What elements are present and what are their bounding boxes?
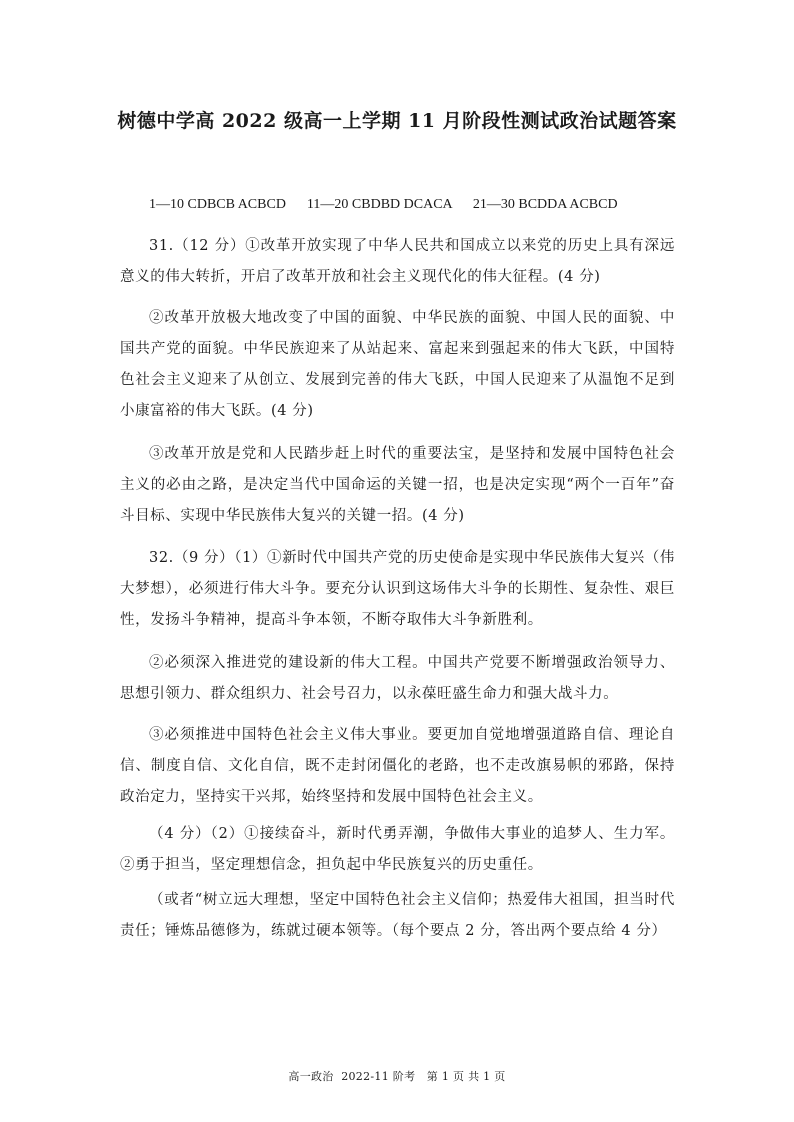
answer-31-part-1: 31.（12 分）①改革开放实现了中华人民共和国成立以来党的历史上具有深远意义的伟大转折，开启了改革开放和社会主义现代化的伟大征程。(4 分) bbox=[120, 238, 675, 285]
answer-31-part-2: ②改革开放极大地改变了中国的面貌、中华民族的面貌、中国人民的面貌、中国共产党的面貌。中华民族迎来了从站起来、富起来到强起来的伟大飞跃，中国特色社会主义迎来了从创立、发展到完善的伟大飞跃，中国人民迎来了从温饱不足到小康富裕的伟大飞跃。(4 分) bbox=[120, 310, 675, 419]
answer-32-1-part-3: ③必须推进中国特色社会主义伟大事业。要更加自觉地增强道路自信、理论自信、制度自信、文化自信，既不走封闭僵化的老路，也不走改旗易帜的邪路，保持政治定力，坚持实干兴邦，始终坚持和发展中国特色社会主义。 bbox=[120, 727, 675, 805]
answer-32-2: （4 分）（2）①接续奋斗，新时代勇弄潮，争做伟大事业的追梦人、生力军。②勇于担当，坚定理想信念，担负起中华民族复兴的历史重任。 bbox=[120, 826, 675, 873]
answer-32-1-part-2: ②必须深入推进党的建设新的伟大工程。中国共产党要不断增强政治领导力、思想引领力、群众组织力、社会号召力，以永葆旺盛生命力和强大战斗力。 bbox=[120, 655, 675, 702]
answer-31-part-3: ③改革开放是党和人民踏步赶上时代的重要法宝，是坚持和发展中国特色社会主义的必由之路，是决定当代中国命运的关键一招，也是决定实现“两个一百年”奋斗目标、实现中华民族伟大复兴的关键一招。(4 分) bbox=[120, 446, 675, 524]
answer-32-1-part-1: 32.（9 分）（1）①新时代中国共产党的历史使命是实现中华民族伟大复兴（伟大梦想），必须进行伟大斗争。要充分认识到这场伟大斗争的长期性、复杂性、艰巨性，发扬斗争精神，提高斗争本领，不断夺取伟大斗争新胜利。 bbox=[120, 550, 675, 628]
page-footer: 高一政治 2022-11 阶考 第 1 页 共 1 页 bbox=[288, 1070, 506, 1083]
answer-32-2-alternative: （或者“树立远大理想，坚定中国特色社会主义信仰；热爱伟大祖国，担当时代责任；锤炼品德修为，练就过硬本领等。（每个要点 2 分，答出两个要点给 4 分） bbox=[120, 892, 675, 939]
choice-answers-line: 1—10 CDBCB ACBCD 11—20 CBDBD DCACA 21—30 BCDDA ACBCD bbox=[149, 197, 618, 212]
document-title: 树德中学高 2022 级高一上学期 11 月阶段性测试政治试题答案 bbox=[117, 110, 677, 132]
